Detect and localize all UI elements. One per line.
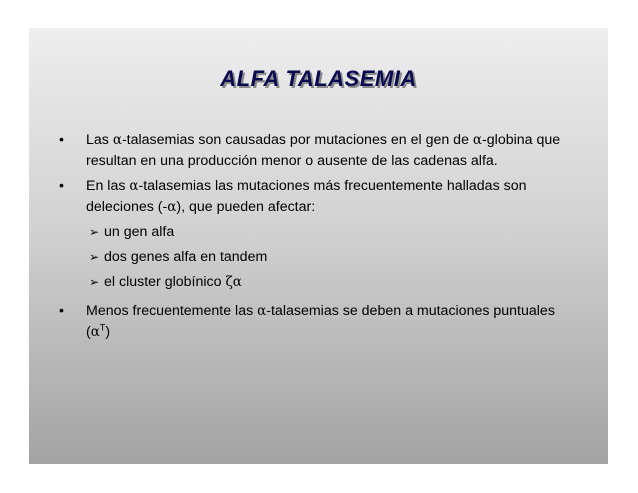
sub-bullet-item bbox=[56, 272, 576, 293]
sub-bullet-text: un gen alfa bbox=[104, 224, 175, 240]
bullet-text: -globina que resultan en una producción menor o ausente de las cadenas alfa. bbox=[86, 132, 561, 169]
arrow-bullet-icon: ➢ bbox=[89, 225, 100, 239]
slide-content bbox=[56, 130, 576, 347]
sub-bullet-item bbox=[56, 247, 576, 268]
greek-symbol: α bbox=[112, 132, 122, 148]
bullet-item bbox=[56, 301, 576, 343]
greek-symbol: ζα bbox=[225, 274, 242, 290]
bullet-text: -talasemias las mutaciones más frecuentemente halladas son deleciones (- bbox=[86, 178, 527, 215]
bullet-marker: • bbox=[59, 303, 64, 319]
bullet-item bbox=[56, 130, 576, 172]
sub-bullet-text: el cluster globínico bbox=[104, 274, 226, 290]
bullet-text: ) bbox=[105, 324, 111, 340]
arrow-bullet-icon: ➢ bbox=[89, 250, 100, 264]
sub-bullet-text: dos genes alfa en tandem bbox=[104, 249, 268, 265]
bullet-text: ), que pueden afectar: bbox=[176, 199, 316, 215]
greek-symbol: α bbox=[472, 132, 483, 148]
bullet-marker: • bbox=[59, 178, 64, 194]
greek-symbol: α bbox=[167, 199, 177, 215]
bullet-text: Menos frecuentemente las bbox=[86, 303, 258, 319]
slide-title: ALFA TALASEMIA bbox=[220, 66, 417, 91]
slide bbox=[29, 28, 608, 464]
arrow-bullet-icon: ➢ bbox=[89, 275, 100, 289]
bullet-text: En las bbox=[86, 178, 130, 194]
greek-symbol: α bbox=[129, 178, 139, 194]
greek-symbol: α bbox=[257, 303, 267, 319]
greek-symbol: α bbox=[90, 324, 100, 340]
sub-bullet-item bbox=[56, 222, 576, 243]
bullet-marker: • bbox=[59, 132, 64, 148]
bullet-text: -talasemias son causadas por mutaciones en el gen de bbox=[121, 132, 473, 148]
bullet-text: Las bbox=[86, 132, 113, 148]
bullet-text: -talasemias se deben a mutaciones puntuales ( bbox=[86, 303, 555, 340]
bullet-item bbox=[56, 176, 576, 218]
superscript: T bbox=[99, 322, 106, 333]
